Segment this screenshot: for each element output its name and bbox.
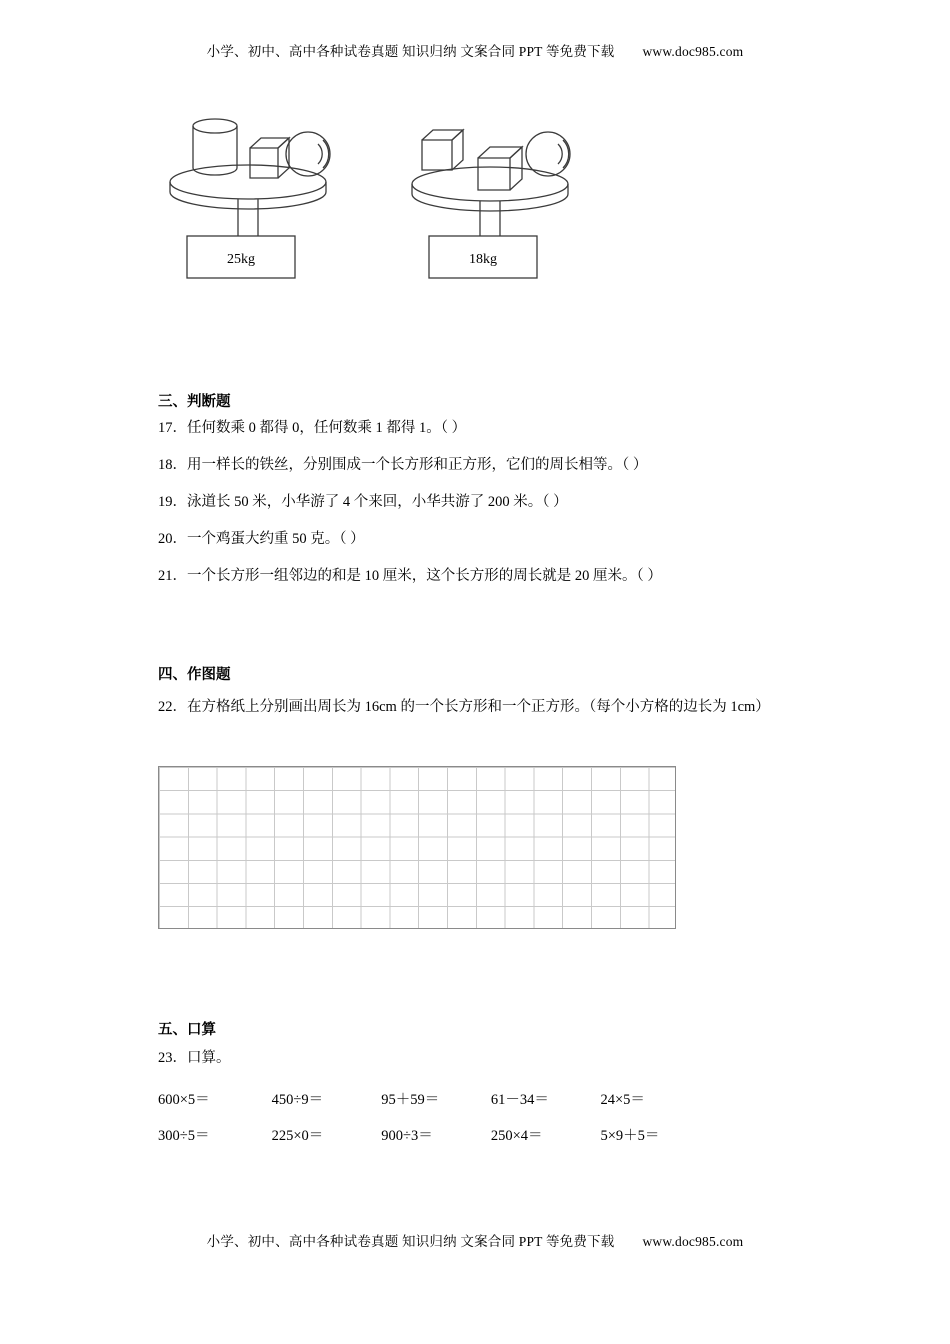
oral-calc-row-2	[158, 1124, 798, 1145]
section-heading-oral-calc: 五、口算	[158, 1022, 216, 1038]
graph-paper-grid[interactable]	[158, 766, 676, 929]
question-21: 21．一个长方形一组邻边的和是 10 厘米，这个长方形的周长就是 20 厘米。（ ）	[158, 568, 662, 584]
oral-calc-item: 600×5＝	[158, 1092, 210, 1108]
section-heading-judgment: 三、判断题	[158, 394, 231, 410]
oral-calc-row-1	[158, 1088, 798, 1109]
oral-calc-item: 900÷3＝	[381, 1128, 433, 1144]
section-heading-drawing: 四、作图题	[158, 667, 231, 683]
right-scale-weight-label: 18kg	[469, 252, 497, 267]
page-footer	[0, 1230, 950, 1250]
oral-calc-item: 5×9＋5＝	[600, 1128, 660, 1144]
oral-calc-item: 300÷5＝	[158, 1128, 210, 1144]
question-22: 22．在方格纸上分别画出周长为 16cm 的一个长方形和一个正方形。（每个小方格的边长为 1cm）	[158, 699, 770, 715]
header-url: www.doc985.com	[642, 44, 744, 59]
left-scale-weight-label: 25kg	[227, 252, 255, 267]
footer-text: 小学、初中、高中各种试卷真题 知识归纳 文案合同 PPT 等免费下载	[206, 1234, 615, 1249]
oral-calc-item: 61－34＝	[490, 1092, 549, 1108]
oral-calc-item: 225×0＝	[271, 1128, 324, 1144]
oral-calc-item: 24×5＝	[600, 1092, 645, 1108]
header-text: 小学、初中、高中各种试卷真题 知识归纳 文案合同 PPT 等免费下载	[206, 44, 615, 59]
question-17: 17．任何数乘 0 都得 0，任何数乘 1 都得 1。（ ）	[158, 420, 467, 436]
question-19: 19．泳道长 50 米，小华游了 4 个来回，小华共游了 200 米。（ ）	[158, 494, 568, 510]
oral-calc-item: 450÷9＝	[271, 1092, 324, 1108]
question-20: 20．一个鸡蛋大约重 50 克。（ ）	[158, 531, 365, 547]
question-23-prompt: 23．口算。	[158, 1050, 231, 1066]
footer-url: www.doc985.com	[642, 1234, 744, 1249]
page-header	[0, 40, 950, 60]
question-18: 18．用一样长的铁丝，分别围成一个长方形和正方形，它们的周长相等。（ ）	[158, 457, 648, 473]
oral-calc-item: 95＋59＝	[381, 1092, 440, 1108]
balance-scales-figure	[160, 96, 600, 296]
oral-calc-item: 250×4＝	[490, 1128, 543, 1144]
